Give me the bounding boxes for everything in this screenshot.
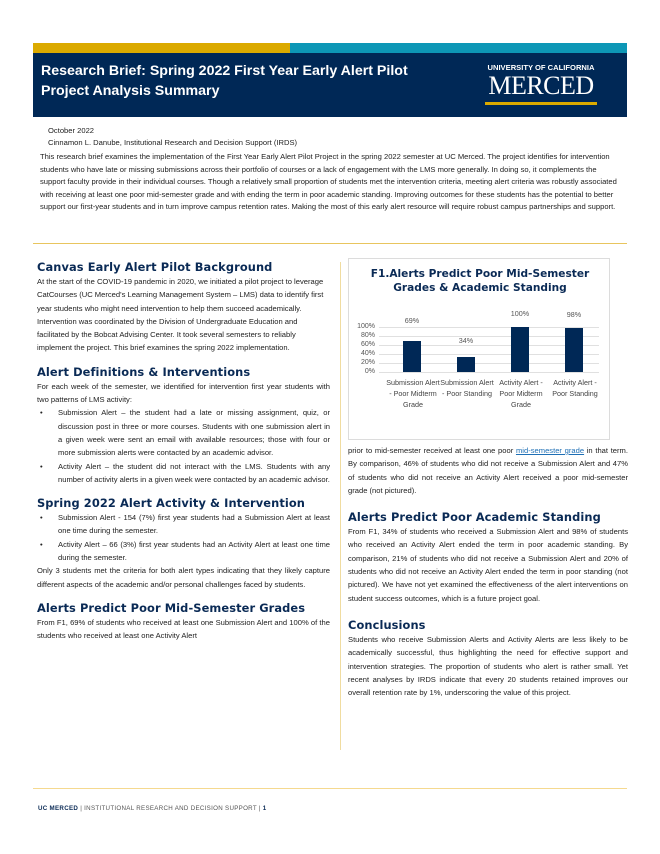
section-heading: Alerts Predict Poor Academic Standing <box>348 510 601 525</box>
x-category-label: Activity Alert - Poor Standing <box>552 378 598 398</box>
section-heading: Alert Definitions & Interventions <box>37 364 251 379</box>
header-accent-bar <box>33 43 627 53</box>
section-intro: For each week of the semester, we identified for intervention first year students with two patterns of LMS activity: <box>37 381 330 405</box>
section-grades-continued <box>348 444 628 497</box>
section-conclusions <box>348 617 628 699</box>
activity-list <box>37 511 330 564</box>
bar-submission-standing <box>457 357 475 372</box>
section-grades <box>37 600 330 643</box>
x-axis-line <box>379 372 599 373</box>
page-title: Research Brief: Spring 2022 First Year Early Alert Pilot Project Analysis Summary <box>41 63 408 99</box>
column-divider <box>340 262 341 750</box>
section-heading: Conclusions <box>348 617 426 632</box>
y-tick-label: 0% <box>364 368 375 375</box>
page-footer <box>38 805 267 812</box>
chart-title: F1.Alerts Predict Poor Mid-Semester Grades & Academic Standing <box>370 268 590 294</box>
bar-value-label: 98% <box>566 310 582 319</box>
footer-brand: UC MERCED <box>38 805 79 812</box>
publication-date: October 2022 <box>48 126 95 135</box>
list-item: • Submission Alert - 154 (7%) first year students had a Submission Alert at least one time during the semester. <box>37 511 330 538</box>
bar-value-label: 100% <box>510 309 530 318</box>
section-body: From F1, 34% of students who received a Submission Alert and 98% of students who received an Activity Alert ended the term in poor academic standing. By comparison, 21% of students who did not receive a Submission Alert and 20% of students who did not receive an Activity Alert ended the term in poor standing (not pictured). We have not yet examined the effectiveness of the alert interventions on student success outcomes, which is a future project goal. <box>348 527 628 603</box>
section-definitions <box>37 364 330 486</box>
footer-department: INSTITUTIONAL RESEARCH AND DECISION SUPPORT <box>84 805 257 812</box>
y-tick-label: 20% <box>360 359 375 366</box>
footer-divider <box>33 788 627 789</box>
section-body: At the start of the COVID-19 pandemic in 2020, we initiated a pilot project to leverage CatCourses (UC Merced's Learning Management System – LMS) data to identify first year students who might need intervention to help them succeed academically. Intervention was coordinated by the Division of Undergraduate Education and facilitated by the Bobcat Advising Center. It took several semesters to reliably implement the project. This brief examines the spring 2022 implementation. <box>37 277 324 353</box>
section-body: From F1, 69% of students who received at least one Submission Alert and 100% of the students who received at least one Activity Alert <box>37 617 330 641</box>
chart-plot-area <box>357 309 599 375</box>
document-meta <box>48 125 297 149</box>
section-heading: Spring 2022 Alert Activity & Intervention <box>37 496 306 511</box>
bar-activity-midterm <box>511 327 529 372</box>
list-item: • Activity Alert – 66 (3%) first year students had an Activity Alert at least one time during the semester. <box>37 538 330 565</box>
list-item: • Activity Alert – the student did not interact with the LMS. Students with any number of activity alerts in a given week were contacted by an academic advisor. <box>37 460 330 487</box>
logo-university-text: UNIVERSITY OF CALIFORNIA <box>487 63 595 72</box>
y-tick-label: 100% <box>357 323 375 330</box>
bar-value-label: 34% <box>458 336 474 345</box>
definitions-list <box>37 406 330 486</box>
y-tick-label: 60% <box>360 341 375 348</box>
header-banner <box>33 53 627 117</box>
y-tick-label: 80% <box>360 332 375 339</box>
x-category-label: Activity Alert - Poor Midterm Grade <box>499 378 543 409</box>
text-run: prior to mid-semester received at least one poor <box>348 446 516 455</box>
mid-semester-grade-link[interactable]: mid-semester grade <box>515 446 585 455</box>
list-item: • Submission Alert – the student had a late or missing assignment, quiz, or discussion post in three or more courses. Students with one submission alert in a given week were sent an email with available resources; those with four or more submission alerts were contacted by an academic advisor. <box>37 406 330 459</box>
footer-separator: | <box>258 805 261 812</box>
section-body: Only 3 students met the criteria for both alert types indicating that they likely capture different aspects of the academic and/or personal challenges faced by students. <box>37 566 330 589</box>
bar-value-label: 69% <box>404 316 420 325</box>
section-standing <box>348 509 628 605</box>
right-column <box>348 444 628 708</box>
chart-f1 <box>348 258 610 440</box>
footer-separator: | <box>80 805 83 812</box>
gold-accent <box>33 43 290 53</box>
section-body: Students who receive Submission Alerts and Activity Alerts are less likely to be academically successful, thus highlighting the need for effective support and intervention strategies. The proportion of students who alert is rather small. Yet recent analyses by IRDS indicate that every 20 students retained improves our overall retention rate by 1%, underscoring the value of this project. <box>348 634 628 698</box>
x-category-label: Submission Alert - Poor Midterm Grade <box>386 378 440 409</box>
y-tick-label: 40% <box>360 350 375 357</box>
page-number: 1 <box>262 805 267 812</box>
section-heading: Canvas Early Alert Pilot Background <box>37 260 273 274</box>
section-background <box>37 259 330 355</box>
section-heading: Alerts Predict Poor Mid-Semester Grades <box>37 600 306 615</box>
bar-submission-midterm <box>403 341 421 372</box>
uc-merced-logo <box>481 63 601 105</box>
divider <box>33 243 627 244</box>
logo-gold-rule <box>485 102 597 105</box>
x-category-label: Submission Alert - Poor Standing <box>440 378 494 398</box>
abstract: This research brief examines the implementation of the First Year Early Alert Pilot Project in the spring 2022 semester at UC Merced. The project identifies for intervention students who have late or missing submissions across their portfolio of courses or a lack of engagement with the LMS more generally. In doing so, it complements the support faculty provide in their individual courses. Though a relatively small proportion of students met the intervention criteria, meeting alert criteria was robustly associated with receiving at least one poor mid-semester grade and with ending the term in poor academic standing. Improving outcomes for these students has the potential to better support our first-year students and in turn improve campus retention rates. Making the most of this early alert resource will require robust campus partnerships and support. <box>40 152 617 212</box>
teal-accent <box>290 43 627 53</box>
bar-activity-standing <box>565 328 583 372</box>
text-run: in that term. By comparison, 46% of students who did not receive a Submission Alert and 47% of students who did not receive an Activity Alert received a poor mid-semester grade (not pictured). <box>348 446 628 495</box>
section-body <box>348 444 628 497</box>
author-line: Cinnamon L. Danube, Institutional Research and Decision Support (IRDS) <box>48 138 298 147</box>
left-column <box>37 259 330 652</box>
logo-merced-text: MERCED <box>488 71 594 100</box>
section-activity <box>37 495 330 591</box>
